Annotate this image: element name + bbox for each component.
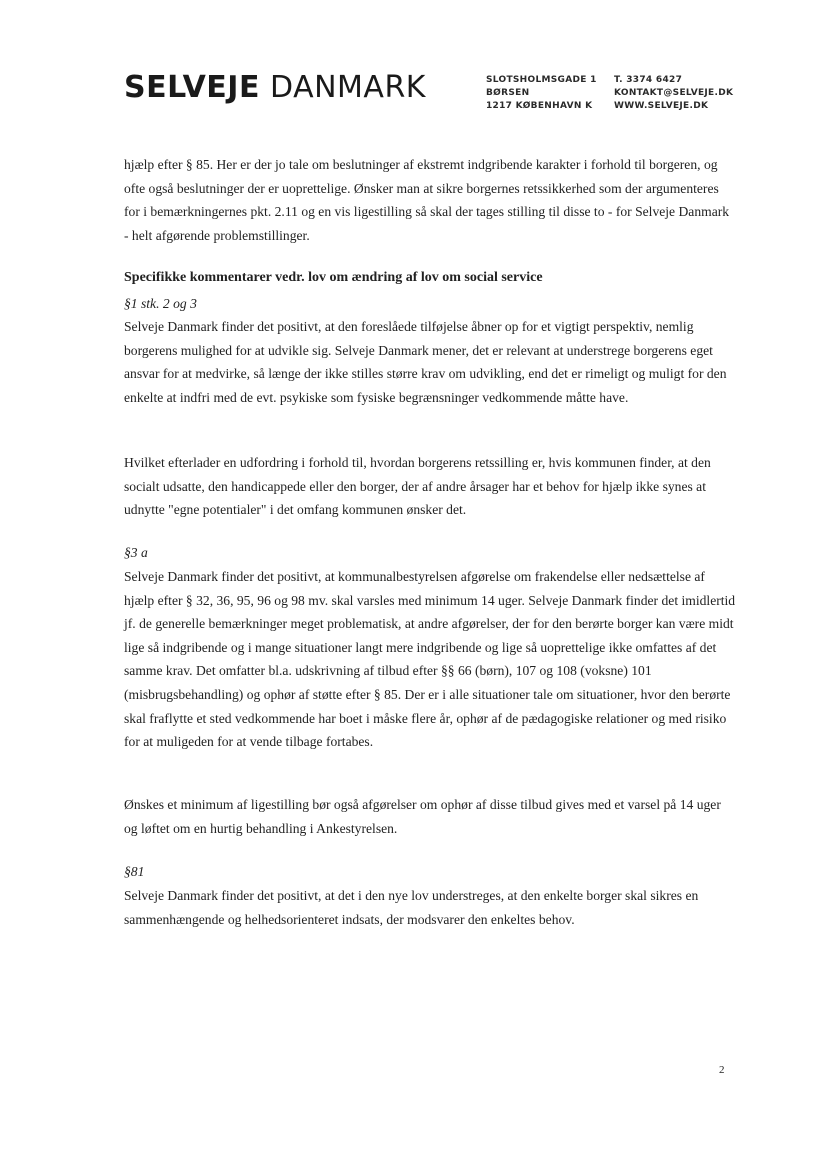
s1-paragraph-2: Hvilket efterlader en udfordring i forhold til, hvordan borgerens retssilling er, hvis kommunen finder, at den socialt udsatte, den handicappede eller den borger, der af andre årsager har et behov for hjælp ikke synes at udnytte "egne potentialer" i det omfang kommunen ønsker det.	[124, 455, 711, 518]
address-block	[486, 74, 597, 113]
s81-paragraph-1: Selveje Danmark finder det positivt, at det i den nye lov understreges, at den enkelte borger skal sikres en sammenhængende og helhedsorienteret indsats, der modsvarer den enkeltes behov.	[124, 888, 699, 927]
phone: T. 3374 6427	[614, 75, 683, 85]
s3a-paragraph-2: Ønskes et minimum af ligestilling bør også afgørelser om ophør af disse tilbud gives med et varsel på 14 uger og løftet om en hurtig behandling i Ankestyrelsen.	[124, 797, 721, 836]
address-line: SLOTSHOLMSGADE 1	[486, 75, 597, 85]
section-heading: Specifikke kommentarer vedr. lov om ændring af lov om social service	[124, 270, 543, 285]
website: WWW.SELVEJE.DK	[614, 101, 709, 111]
intro-paragraph: hjælp efter § 85. Her er der jo tale om beslutninger af ekstremt indgribende karakter i forhold til borgeren, og ofte også beslutninger der er uoprettelige. Ønsker man at sikre borgernes retssikkerhed som der argumenteres for i bemærkningernes pkt. 2.11 og en vis ligestilling så skal der tages stilling til disse to - for Selveje Danmark - helt afgørende problemstillinger.	[124, 157, 730, 243]
logo-bold: SELVEJE	[124, 70, 260, 105]
s81-heading: §81	[124, 864, 145, 879]
address-line: BØRSEN	[486, 88, 530, 98]
s1-paragraph-1: Selveje Danmark finder det positivt, at den foreslåede tilføjelse åbner op for et vigtigt perspektiv, nemlig borgerens mulighed for at udvikle sig. Selveje Danmark mener, det er relevant at understrege borgerens eget ansvar for at medvirke, så længe der ikke stilles større krav om udvikling, end det er rimeligt og muligt for den enkelte at indfri med de evt. psykiske som fysiske begrænsninger vedkommende måtte have.	[124, 319, 727, 405]
contact-block	[614, 74, 733, 113]
page-number: 2	[719, 1064, 725, 1076]
email: KONTAKT@SELVEJE.DK	[614, 88, 734, 98]
logo-light: DANMARK	[270, 70, 426, 105]
s3a-heading: §3 a	[124, 545, 148, 560]
s3a-paragraph-1: Selveje Danmark finder det positivt, at kommunalbestyrelsen afgørelse om frakendelse eller nedsættelse af hjælp efter § 32, 36, 95, 96 og 98 mv. skal varsles med minimum 14 uger. Selveje Danmark finder det imidlertid jf. de generelle bemærkninger meget problematisk, at andre afgørelser, der for den berørte borger kan være midt lige så indgribende og i mange situationer langt mere indgribende og lige så uoprettelige ikke omfattes af det samme krav. Det omfatter bl.a. udskrivning af tilbud efter §§ 66 (børn), 107 og 108 (voksne) 101 (misbrugsbehandling) og ophør af støtte efter § 85. Der er i alle situationer tale om situationer, hvor den berørte skal fraflytte et sted vedkommende har boet i måske flere år, ophør af de pædagogiske relationer og med risiko for at muligeden for at vende tilbage fortabes.	[124, 569, 736, 750]
address-line: 1217 KØBENHAVN K	[486, 101, 593, 111]
logo	[124, 66, 426, 110]
s1-heading: §1 stk. 2 og 3	[124, 296, 197, 311]
